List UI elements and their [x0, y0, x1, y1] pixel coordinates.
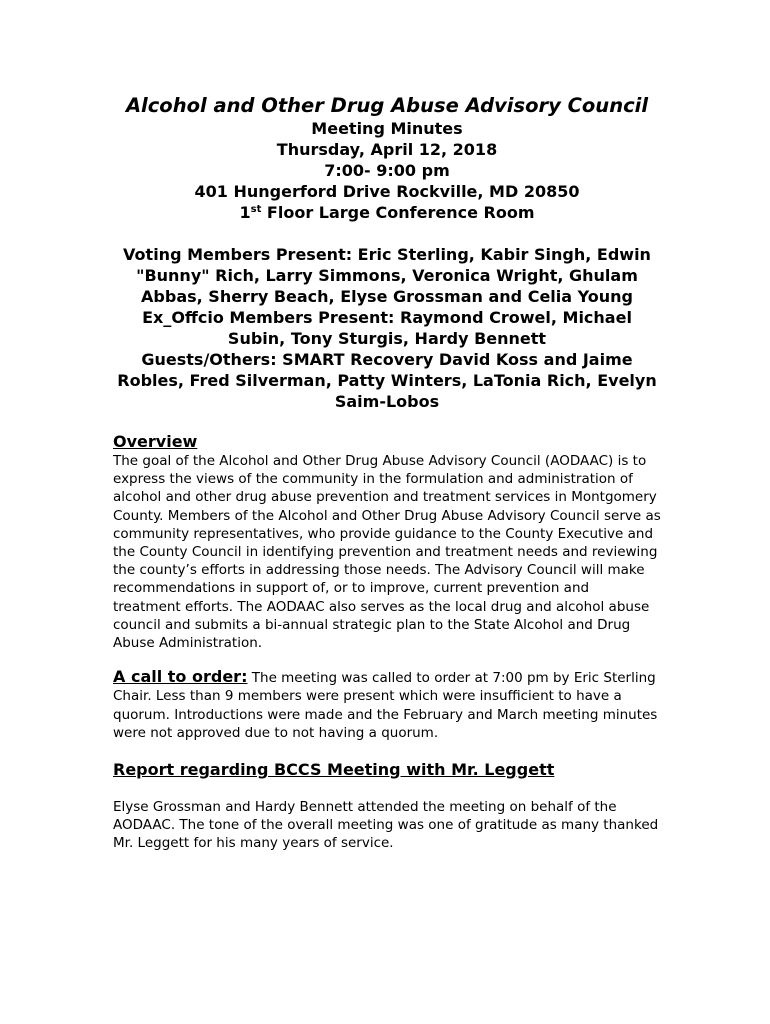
meeting-time: 7:00- 9:00 pm — [324, 161, 450, 180]
meeting-date: Thursday, April 12, 2018 — [276, 140, 498, 159]
bccs-report-heading: Report regarding BCCS Meeting with Mr. Leggett — [113, 760, 555, 780]
attendance-block — [113, 244, 661, 412]
meeting-address: 401 Hungerford Drive Rockville, MD 20850 — [194, 182, 580, 201]
call-to-order-text: The meeting was called to order at 7:00 pm by Eric Sterling Chair. Less than 9 members were present which were insufficient to have a quorum. Introductions were made and the February and March meeting minutes were not approved due to not having a quorum. — [113, 670, 658, 741]
guests-others: Guests/Others: SMART Recovery David Koss and Jaime Robles, Fred Silverman, Patty Winters, LaTonia Rich, Evelyn Saim-Lobos — [117, 350, 657, 411]
meeting-room — [113, 202, 661, 223]
call-to-order-section — [113, 668, 661, 742]
document-page — [113, 94, 661, 853]
overview-text: The goal of the Alcohol and Other Drug Abuse Advisory Council (AODAAC) is to express the views of the community in the formulation and administration of alcohol and other drug abuse prevention and treatment services in Montgomery County. Members of the Alcohol and Other Drug Abuse Advisory Council serve as community representatives, who provide guidance to the County Executive and the County Council in identifying prevention and treatment needs and reviewing the county’s efforts in addressing those needs. The Advisory Council will make recommendations in support of, or to improve, current prevention and treatment efforts. The AODAAC also serves as the local drug and alcohol abuse council and submits a bi-annual strategic plan to the State Alcohol and Drug Abuse Administration. — [113, 453, 661, 652]
voting-members: Voting Members Present: Eric Sterling, Kabir Singh, Edwin "Bunny" Rich, Larry Simmons, Veronica Wright, Ghulam Abbas, Sherry Beach, Elyse Grossman and Celia Young — [123, 245, 651, 306]
document-title: Alcohol and Other Drug Abuse Advisory Council — [125, 94, 649, 117]
ex-officio-members: Ex_Offcio Members Present: Raymond Crowel, Michael Subin, Tony Sturgis, Hardy Bennett — [142, 308, 632, 348]
room-ordinal-suffix: st — [250, 204, 262, 215]
room-name: Floor Large Conference Room — [261, 203, 535, 222]
meeting-info — [113, 118, 661, 223]
overview-heading: Overview — [113, 432, 198, 451]
room-ordinal: 1 — [239, 203, 251, 222]
meeting-subtitle: Meeting Minutes — [311, 119, 463, 138]
call-to-order-paragraph — [113, 668, 661, 742]
bccs-report-section — [113, 760, 661, 853]
overview-section — [113, 432, 661, 652]
bccs-report-text: Elyse Grossman and Hardy Bennett attended the meeting on behalf of the AODAAC. The tone of the overall meeting was one of gratitude as many thanked Mr. Leggett for his many years of service. — [113, 799, 659, 852]
call-to-order-heading: A call to order: — [113, 667, 248, 687]
